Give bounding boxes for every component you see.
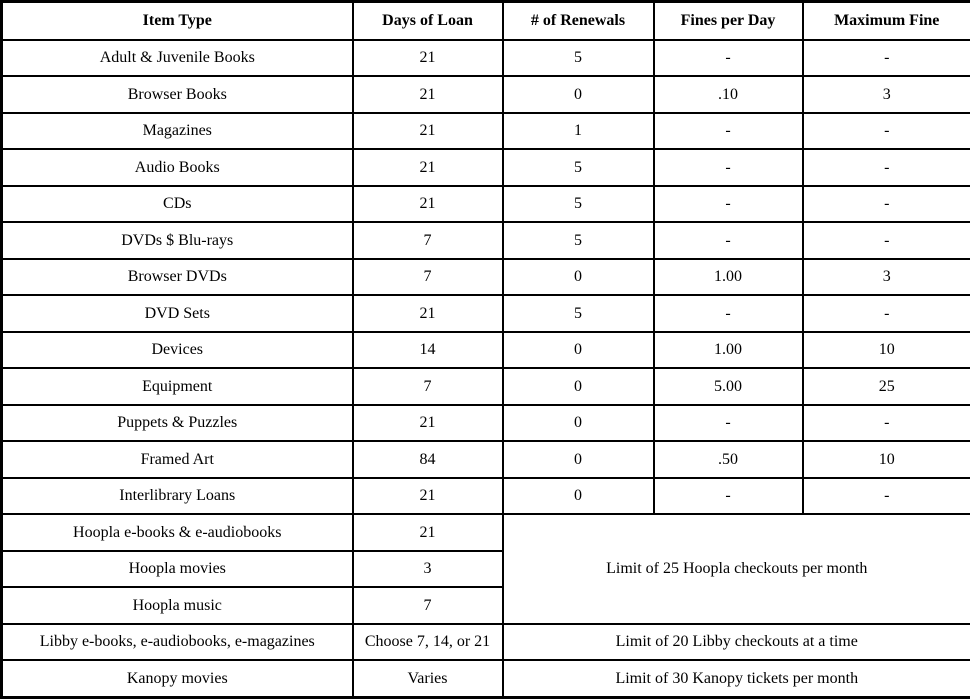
- cell-fines-per-day: 5.00: [654, 368, 803, 405]
- cell-maximum-fine: 25: [803, 368, 970, 405]
- cell-renewals: 0: [503, 332, 654, 369]
- cell-days-of-loan: 3: [353, 551, 503, 588]
- cell-renewals: 5: [503, 186, 654, 223]
- cell-item-type: Hoopla movies: [2, 551, 353, 588]
- cell-item-type: Devices: [2, 332, 353, 369]
- cell-maximum-fine: 10: [803, 441, 970, 478]
- table-row: [2, 332, 970, 369]
- table-row: [2, 514, 970, 551]
- cell-days-of-loan: 21: [353, 40, 503, 77]
- note-cell: Limit of 30 Kanopy tickets per month: [503, 660, 970, 698]
- cell-item-type: Audio Books: [2, 149, 353, 186]
- cell-item-type: Libby e-books, e-audiobooks, e-magazines: [2, 624, 353, 661]
- cell-renewals: 5: [503, 40, 654, 77]
- cell-item-type: DVD Sets: [2, 295, 353, 332]
- table-row: [2, 40, 970, 77]
- note-cell: Limit of 20 Libby checkouts at a time: [503, 624, 970, 661]
- cell-days-of-loan: 84: [353, 441, 503, 478]
- cell-maximum-fine: 3: [803, 76, 970, 113]
- cell-days-of-loan: 21: [353, 514, 503, 551]
- cell-maximum-fine: -: [803, 40, 970, 77]
- cell-days-of-loan: 21: [353, 186, 503, 223]
- cell-fines-per-day: 1.00: [654, 332, 803, 369]
- cell-renewals: 5: [503, 295, 654, 332]
- cell-days-of-loan: 21: [353, 76, 503, 113]
- table-row: [2, 441, 970, 478]
- cell-days-of-loan: 21: [353, 405, 503, 442]
- cell-renewals: 5: [503, 149, 654, 186]
- table-row: [2, 295, 970, 332]
- cell-renewals: 5: [503, 222, 654, 259]
- cell-maximum-fine: -: [803, 405, 970, 442]
- cell-fines-per-day: -: [654, 113, 803, 150]
- cell-days-of-loan: 21: [353, 295, 503, 332]
- cell-item-type: Kanopy movies: [2, 660, 353, 698]
- cell-item-type: Hoopla music: [2, 587, 353, 624]
- cell-item-type: Magazines: [2, 113, 353, 150]
- cell-days-of-loan: Choose 7, 14, or 21: [353, 624, 503, 661]
- column-header-renewals: # of Renewals: [503, 2, 654, 40]
- cell-days-of-loan: 7: [353, 259, 503, 296]
- cell-item-type: Browser DVDs: [2, 259, 353, 296]
- table-row: [2, 149, 970, 186]
- cell-item-type: Adult & Juvenile Books: [2, 40, 353, 77]
- cell-fines-per-day: -: [654, 149, 803, 186]
- cell-days-of-loan: 7: [353, 368, 503, 405]
- cell-fines-per-day: -: [654, 405, 803, 442]
- cell-days-of-loan: 21: [353, 113, 503, 150]
- table-row: [2, 186, 970, 223]
- table-row: [2, 405, 970, 442]
- cell-item-type: Browser Books: [2, 76, 353, 113]
- cell-days-of-loan: 7: [353, 222, 503, 259]
- header-row: [2, 2, 970, 40]
- cell-maximum-fine: 3: [803, 259, 970, 296]
- cell-item-type: Hoopla e-books & e-audiobooks: [2, 514, 353, 551]
- cell-item-type: Framed Art: [2, 441, 353, 478]
- cell-renewals: 0: [503, 441, 654, 478]
- cell-renewals: 0: [503, 368, 654, 405]
- cell-renewals: 0: [503, 76, 654, 113]
- cell-item-type: Puppets & Puzzles: [2, 405, 353, 442]
- table-row: [2, 259, 970, 296]
- cell-renewals: 0: [503, 405, 654, 442]
- cell-maximum-fine: -: [803, 295, 970, 332]
- table-row: [2, 222, 970, 259]
- cell-maximum-fine: -: [803, 478, 970, 515]
- cell-days-of-loan: 21: [353, 149, 503, 186]
- cell-fines-per-day: .50: [654, 441, 803, 478]
- cell-item-type: Equipment: [2, 368, 353, 405]
- cell-maximum-fine: -: [803, 113, 970, 150]
- note-cell: Limit of 25 Hoopla checkouts per month: [503, 514, 970, 624]
- cell-renewals: 0: [503, 259, 654, 296]
- cell-fines-per-day: 1.00: [654, 259, 803, 296]
- cell-renewals: 0: [503, 478, 654, 515]
- cell-fines-per-day: -: [654, 40, 803, 77]
- table-row: [2, 478, 970, 515]
- column-header-days-of-loan: Days of Loan: [353, 2, 503, 40]
- cell-days-of-loan: Varies: [353, 660, 503, 698]
- column-header-fines-per-day: Fines per Day: [654, 2, 803, 40]
- table-row: [2, 113, 970, 150]
- cell-fines-per-day: -: [654, 478, 803, 515]
- table-row: [2, 624, 970, 661]
- cell-maximum-fine: -: [803, 186, 970, 223]
- table-row: [2, 368, 970, 405]
- cell-item-type: Interlibrary Loans: [2, 478, 353, 515]
- cell-item-type: DVDs $ Blu-rays: [2, 222, 353, 259]
- cell-fines-per-day: -: [654, 295, 803, 332]
- cell-fines-per-day: .10: [654, 76, 803, 113]
- column-header-maximum-fine: Maximum Fine: [803, 2, 970, 40]
- cell-renewals: 1: [503, 113, 654, 150]
- cell-maximum-fine: -: [803, 149, 970, 186]
- cell-item-type: CDs: [2, 186, 353, 223]
- cell-days-of-loan: 21: [353, 478, 503, 515]
- cell-maximum-fine: 10: [803, 332, 970, 369]
- cell-fines-per-day: -: [654, 186, 803, 223]
- cell-days-of-loan: 14: [353, 332, 503, 369]
- cell-days-of-loan: 7: [353, 587, 503, 624]
- cell-maximum-fine: -: [803, 222, 970, 259]
- table-row: [2, 76, 970, 113]
- cell-fines-per-day: -: [654, 222, 803, 259]
- table-row: [2, 660, 970, 698]
- column-header-item-type: Item Type: [2, 2, 353, 40]
